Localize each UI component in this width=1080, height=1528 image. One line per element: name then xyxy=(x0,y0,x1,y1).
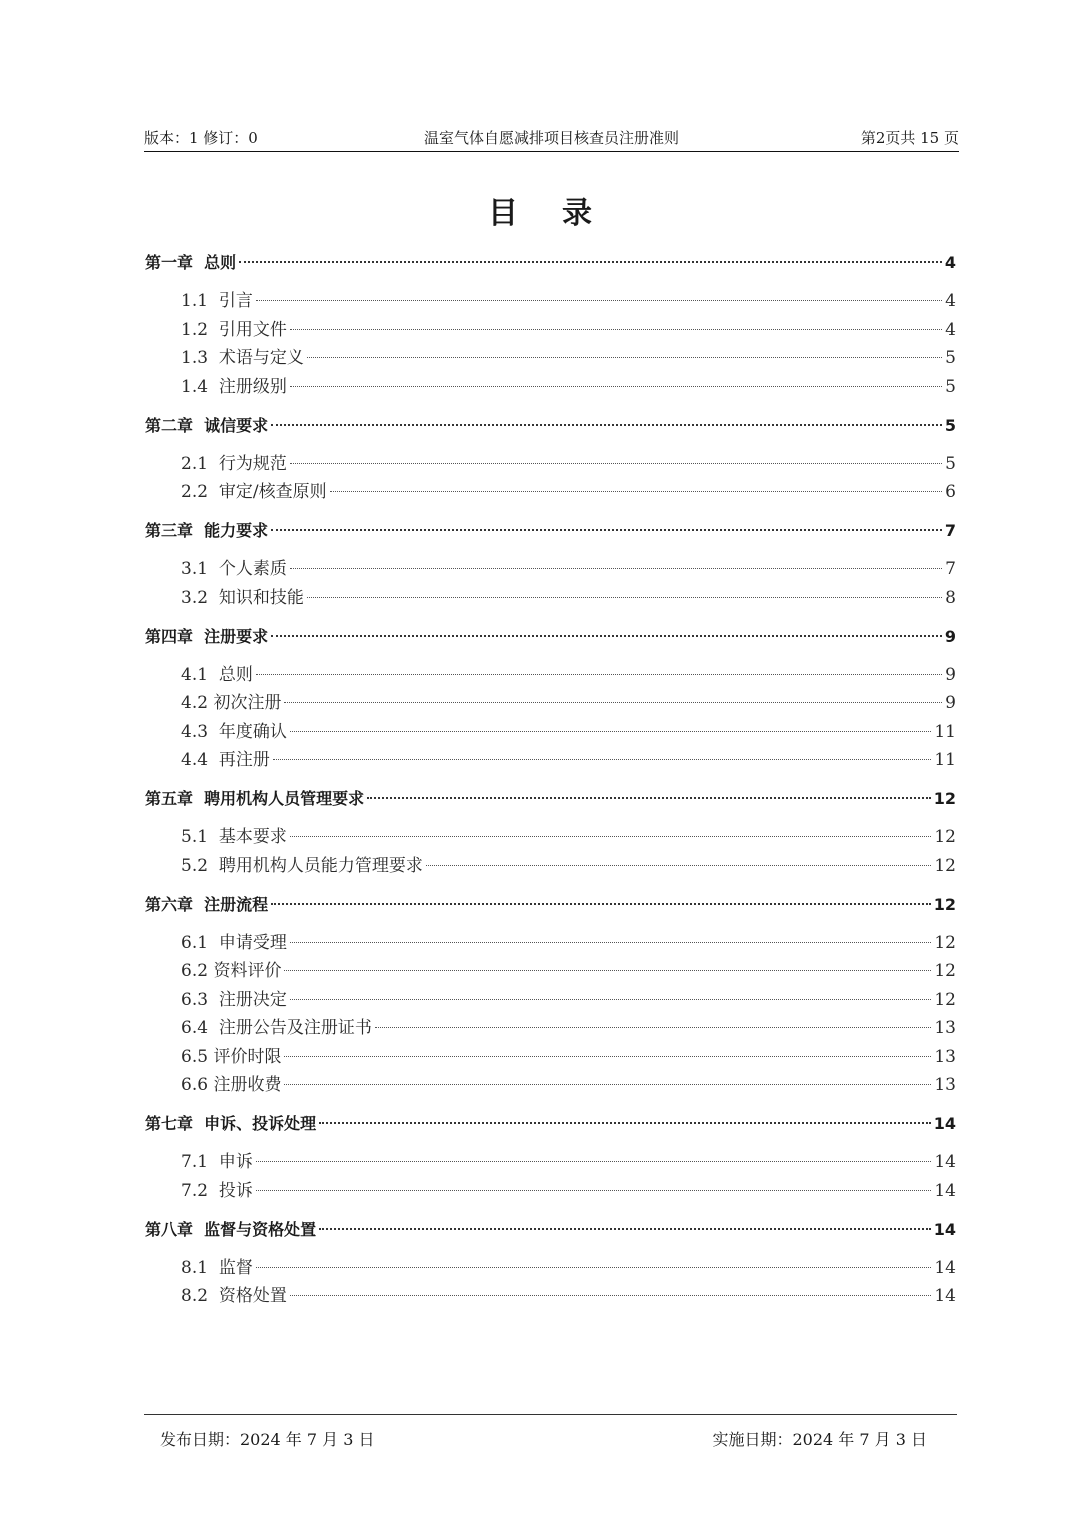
toc-section-row[interactable] xyxy=(181,719,956,745)
toc-section-label: 8.1 监督 xyxy=(181,1257,253,1278)
toc-section-label: 3.1 个人素质 xyxy=(181,559,287,579)
toc-chapter-page-number: 9 xyxy=(944,626,956,646)
toc-chapter-row[interactable] xyxy=(145,786,956,812)
toc-section-row[interactable] xyxy=(181,479,956,505)
toc-section-page-number: 5 xyxy=(945,348,956,368)
toc-section-row[interactable] xyxy=(181,662,956,688)
toc-section-page-number: 13 xyxy=(934,1075,956,1095)
toc-section-row[interactable] xyxy=(181,930,956,956)
toc-chapter-label: 第八章 监督与资格处置 xyxy=(145,1219,317,1239)
dot-leader xyxy=(307,597,942,598)
dot-leader xyxy=(330,491,943,492)
dot-leader xyxy=(307,357,942,358)
dot-leader xyxy=(375,1027,932,1028)
toc-section-page-number: 4 xyxy=(945,291,956,311)
toc-chapter-label: 第二章 诚信要求 xyxy=(145,415,269,435)
dot-leader xyxy=(290,999,932,1000)
dot-leader xyxy=(273,759,932,760)
toc-section-label: 5.1 基本要求 xyxy=(181,827,287,847)
toc-chapter-page-number: 12 xyxy=(933,894,956,914)
dot-leader xyxy=(367,797,931,799)
dot-leader xyxy=(290,1295,932,1296)
toc-section-label: 6.5 评价时限 xyxy=(181,1046,282,1067)
dot-leader xyxy=(290,568,942,569)
toc-section-row[interactable] xyxy=(181,987,956,1013)
toc-chapter-page-number: 14 xyxy=(933,1219,956,1239)
toc-section-row[interactable] xyxy=(181,585,956,611)
toc-chapter-row[interactable] xyxy=(145,624,956,650)
toc-section-page-number: 12 xyxy=(934,827,956,847)
toc-section-row[interactable] xyxy=(181,1044,956,1070)
toc-section-label: 1.4 注册级别 xyxy=(181,376,287,397)
toc-section-page-number: 11 xyxy=(934,750,956,770)
toc-section-row[interactable] xyxy=(181,853,956,879)
dot-leader xyxy=(271,903,931,905)
toc-section-row[interactable] xyxy=(181,451,956,477)
toc-chapter-label: 第一章 总则 xyxy=(145,253,237,272)
effective-date: 实施日期：2024 年 7 月 3 日 xyxy=(712,1430,927,1449)
toc-chapter-label: 第五章 聘用机构人员管理要求 xyxy=(145,789,365,808)
page-header xyxy=(144,127,959,152)
toc-section-label: 6.6 注册收费 xyxy=(181,1075,282,1095)
toc-section-row[interactable] xyxy=(181,1255,956,1281)
toc-section-label: 6.3 注册决定 xyxy=(181,989,287,1010)
toc-chapter-label: 第四章 注册要求 xyxy=(145,626,269,646)
toc-section-row[interactable] xyxy=(181,345,956,371)
toc-section-page-number: 12 xyxy=(934,855,956,876)
dot-leader xyxy=(290,731,932,732)
dot-leader xyxy=(290,463,942,464)
toc-section-label: 1.1 引言 xyxy=(181,291,253,311)
toc-section-row[interactable] xyxy=(181,288,956,314)
toc-section-label: 7.1 申诉 xyxy=(181,1152,253,1172)
toc-chapter-label: 第七章 申诉、投诉处理 xyxy=(145,1114,317,1133)
toc-section-label: 4.2 初次注册 xyxy=(181,693,282,713)
toc-section-row[interactable] xyxy=(181,1178,956,1204)
dot-leader xyxy=(271,635,942,637)
toc-section-label: 2.2 审定/核查原则 xyxy=(181,482,327,502)
dot-leader xyxy=(284,1056,931,1057)
toc-section-page-number: 14 xyxy=(934,1180,956,1201)
dot-leader xyxy=(256,300,942,301)
document-title: 温室气体自愿减排项目核查员注册准则 xyxy=(423,129,679,147)
toc-section-page-number: 4 xyxy=(945,319,956,340)
dot-leader xyxy=(290,386,942,387)
toc-chapter-row[interactable] xyxy=(145,413,956,439)
toc-title: 目录 xyxy=(488,196,636,231)
toc-section-page-number: 6 xyxy=(945,482,956,502)
toc-section-row[interactable] xyxy=(181,958,956,984)
toc-chapter-row[interactable] xyxy=(145,518,956,544)
toc-section-label: 6.2 资料评价 xyxy=(181,961,282,981)
toc-section-page-number: 14 xyxy=(934,1286,956,1306)
toc-chapter-page-number: 7 xyxy=(944,521,956,540)
dot-leader xyxy=(426,865,932,866)
toc-section-page-number: 7 xyxy=(945,559,956,579)
dot-leader xyxy=(284,702,942,703)
toc-chapter-row[interactable] xyxy=(145,892,956,918)
toc-section-page-number: 9 xyxy=(945,693,956,713)
dot-leader xyxy=(319,1122,931,1124)
toc-section-label: 8.2 资格处置 xyxy=(181,1286,287,1306)
toc-section-row[interactable] xyxy=(181,1149,956,1175)
version-info: 版本：1 修订：0 xyxy=(144,129,258,147)
toc-section-row[interactable] xyxy=(181,1072,956,1098)
dot-leader xyxy=(284,1084,931,1085)
page-footer xyxy=(144,1414,957,1449)
toc-section-label: 1.2 引用文件 xyxy=(181,319,287,340)
dot-leader xyxy=(256,674,942,675)
dot-leader xyxy=(239,261,942,263)
toc-section-row[interactable] xyxy=(181,374,956,400)
toc-section-row[interactable] xyxy=(181,747,956,773)
toc-chapter-page-number: 14 xyxy=(933,1114,956,1133)
toc-section-page-number: 12 xyxy=(934,989,956,1010)
toc-section-label: 6.1 申请受理 xyxy=(181,932,287,953)
toc-chapter-label: 第六章 注册流程 xyxy=(145,894,269,914)
toc-chapter-page-number: 12 xyxy=(933,789,956,808)
publish-date: 发布日期：2024 年 7 月 3 日 xyxy=(160,1430,375,1449)
toc-section-label: 4.1 总则 xyxy=(181,664,253,685)
toc-section-label: 6.4 注册公告及注册证书 xyxy=(181,1018,372,1038)
toc-section-page-number: 12 xyxy=(934,932,956,953)
toc-section-page-number: 13 xyxy=(934,1018,956,1038)
toc-section-row[interactable] xyxy=(181,824,956,850)
dot-leader xyxy=(271,529,942,531)
toc-section-page-number: 12 xyxy=(934,961,956,981)
toc-chapter-label: 第三章 能力要求 xyxy=(145,521,269,540)
toc-chapter-page-number: 4 xyxy=(944,253,956,272)
dot-leader xyxy=(290,836,932,837)
toc-section-page-number: 13 xyxy=(934,1046,956,1067)
dot-leader xyxy=(284,970,931,971)
page-number-info: 第2页共 15 页 xyxy=(860,129,959,147)
dot-leader xyxy=(319,1228,931,1230)
toc-section-row[interactable] xyxy=(181,556,956,582)
toc-section-label: 4.4 再注册 xyxy=(181,750,270,770)
dot-leader xyxy=(290,329,942,330)
toc-section-label: 2.1 行为规范 xyxy=(181,453,287,474)
toc-chapter-row[interactable] xyxy=(145,1217,956,1243)
toc-section-label: 7.2 投诉 xyxy=(181,1180,253,1201)
toc-chapter-row[interactable] xyxy=(145,1111,956,1137)
dot-leader xyxy=(271,424,942,426)
toc-section-page-number: 14 xyxy=(934,1257,956,1278)
toc-section-row[interactable] xyxy=(181,1015,956,1041)
toc-section-label: 3.2 知识和技能 xyxy=(181,587,304,608)
dot-leader xyxy=(290,942,932,943)
toc-section-page-number: 5 xyxy=(945,453,956,474)
toc-section-page-number: 14 xyxy=(934,1152,956,1172)
toc-section-row[interactable] xyxy=(181,317,956,343)
dot-leader xyxy=(256,1267,932,1268)
toc-section-page-number: 5 xyxy=(945,376,956,397)
toc-section-row[interactable] xyxy=(181,690,956,716)
toc-section-page-number: 9 xyxy=(945,664,956,685)
toc-section-label: 5.2 聘用机构人员能力管理要求 xyxy=(181,855,423,876)
toc-section-page-number: 11 xyxy=(934,721,956,742)
toc-section-row[interactable] xyxy=(181,1283,956,1309)
toc-chapter-row[interactable] xyxy=(145,250,956,276)
toc-section-label: 1.3 术语与定义 xyxy=(181,348,304,368)
dot-leader xyxy=(256,1190,932,1191)
toc-section-label: 4.3 年度确认 xyxy=(181,721,287,742)
toc-section-page-number: 8 xyxy=(945,587,956,608)
dot-leader xyxy=(256,1161,932,1162)
toc-chapter-page-number: 5 xyxy=(944,415,956,435)
